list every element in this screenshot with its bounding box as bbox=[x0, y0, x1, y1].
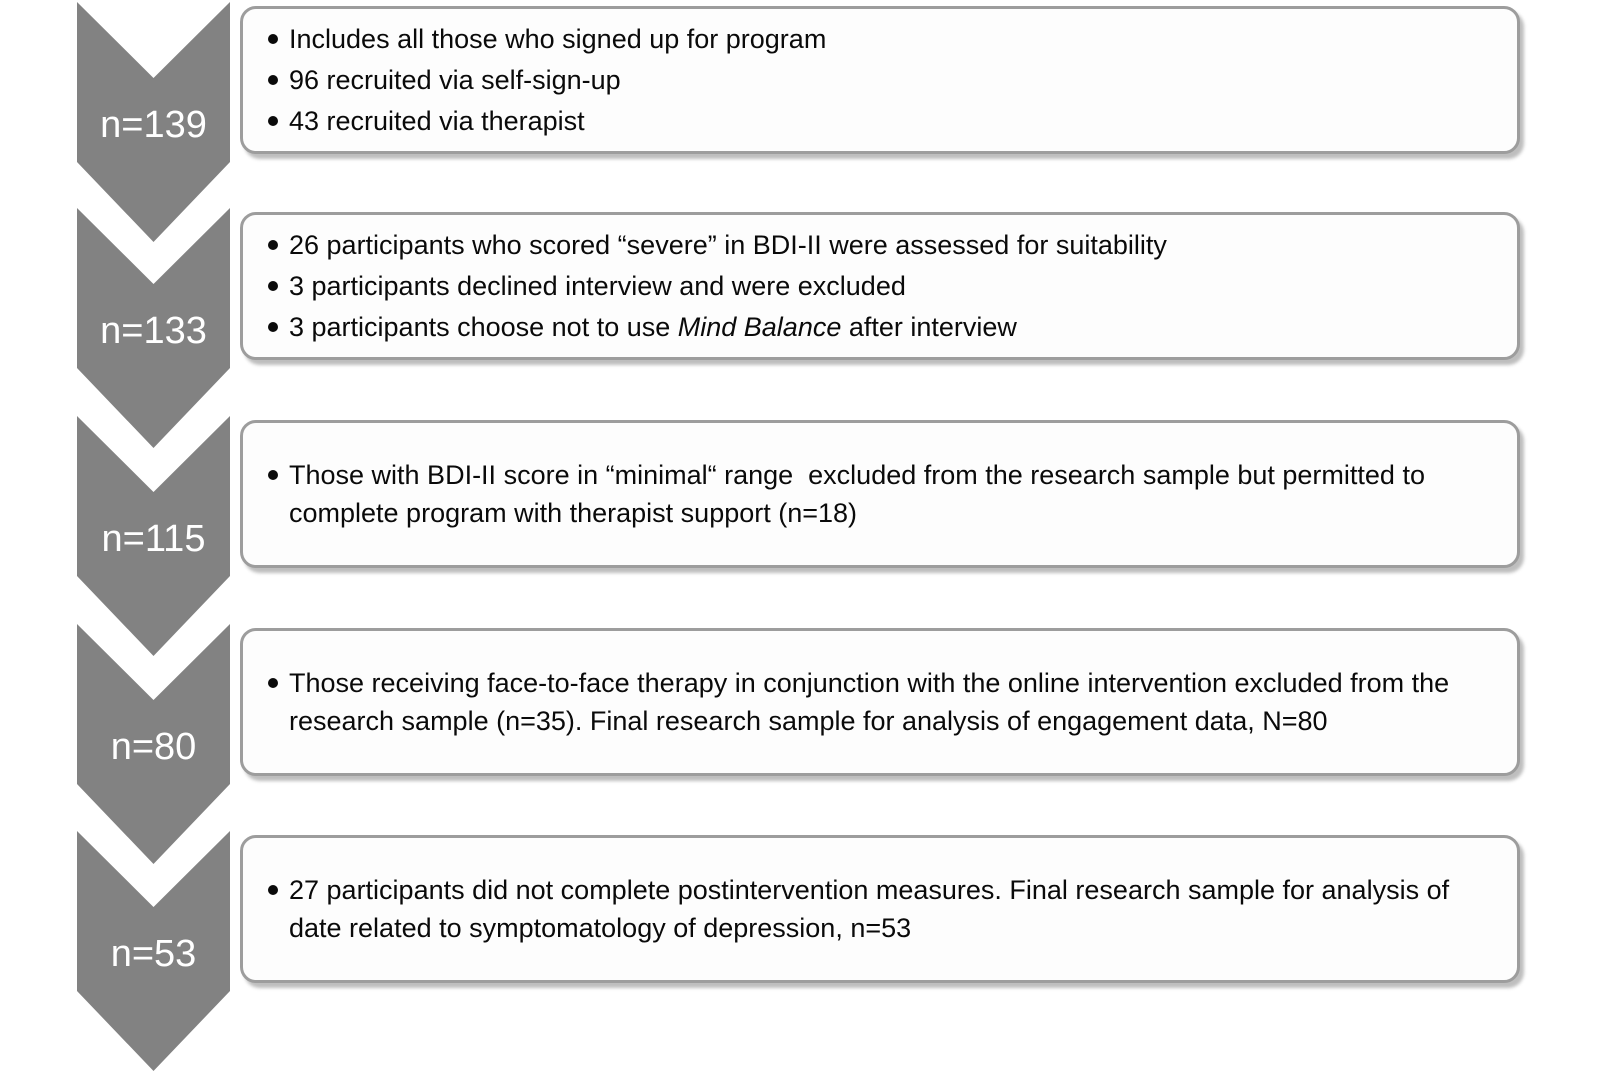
bullet-dot bbox=[261, 267, 289, 305]
bullet-item bbox=[261, 664, 1457, 740]
flow-stage-row bbox=[0, 835, 1600, 983]
bullet-text: 43 recruited via therapist bbox=[289, 106, 585, 136]
flow-stage-row bbox=[0, 6, 1600, 154]
bullet-text: 3 participants declined interview and were excluded bbox=[289, 271, 906, 301]
bullet-item bbox=[261, 226, 1167, 264]
stage-notes-box bbox=[240, 212, 1520, 360]
bullet-dot bbox=[261, 664, 289, 740]
bullet-dot bbox=[261, 102, 289, 140]
bullet-item bbox=[261, 102, 826, 140]
sample-size-label: n=139 bbox=[100, 104, 207, 146]
stage-notes-box bbox=[240, 628, 1520, 776]
bullet-list bbox=[261, 453, 1451, 535]
bullet-text: 27 participants did not complete postintervention measures. Final research sample for analysis of date related to symptomatology of depression, n=53 bbox=[289, 875, 1457, 943]
bullet-list bbox=[261, 868, 1457, 950]
bullet-list bbox=[261, 17, 826, 143]
bullet-text: Includes all those who signed up for program bbox=[289, 24, 827, 54]
bullet-item bbox=[261, 61, 826, 99]
bullet-text: Those with BDI-II score in “minimal“ range excluded from the research sample but permitted to complete program with therapist support (n=18) bbox=[289, 460, 1433, 528]
sample-size-label: n=133 bbox=[100, 310, 207, 352]
sample-size-label: n=53 bbox=[110, 933, 197, 975]
bullet-text: Those receiving face-to-face therapy in conjunction with the online intervention excluded from the research sample (n=35). Final research sample for analysis of engagement data, N=80 bbox=[289, 668, 1457, 736]
bullet-item bbox=[261, 456, 1451, 532]
bullet-list bbox=[261, 661, 1457, 743]
flow-stage-row bbox=[0, 420, 1600, 568]
stage-notes-box bbox=[240, 6, 1520, 154]
bullet-dot bbox=[261, 61, 289, 99]
bullet-item bbox=[261, 20, 826, 58]
bullet-item bbox=[261, 308, 1167, 346]
bullet-dot bbox=[261, 871, 289, 947]
bullet-text: 96 recruited via self-sign-up bbox=[289, 65, 621, 95]
bullet-text: 26 participants who scored “severe” in BDI-II were assessed for suitability bbox=[289, 230, 1167, 260]
flow-stage-row bbox=[0, 628, 1600, 776]
stage-notes-box bbox=[240, 420, 1520, 568]
bullet-dot bbox=[261, 308, 289, 346]
bullet-dot bbox=[261, 226, 289, 264]
bullet-item bbox=[261, 267, 1167, 305]
sample-size-label: n=115 bbox=[101, 518, 206, 560]
bullet-dot bbox=[261, 20, 289, 58]
bullet-item bbox=[261, 871, 1457, 947]
bullet-dot bbox=[261, 456, 289, 532]
flow-stage-row bbox=[0, 212, 1600, 360]
sample-size-label: n=80 bbox=[110, 726, 197, 768]
bullet-list bbox=[261, 223, 1167, 349]
bullet-text: 3 participants choose not to use Mind Balance after interview bbox=[289, 312, 1017, 342]
stage-notes-box bbox=[240, 835, 1520, 983]
